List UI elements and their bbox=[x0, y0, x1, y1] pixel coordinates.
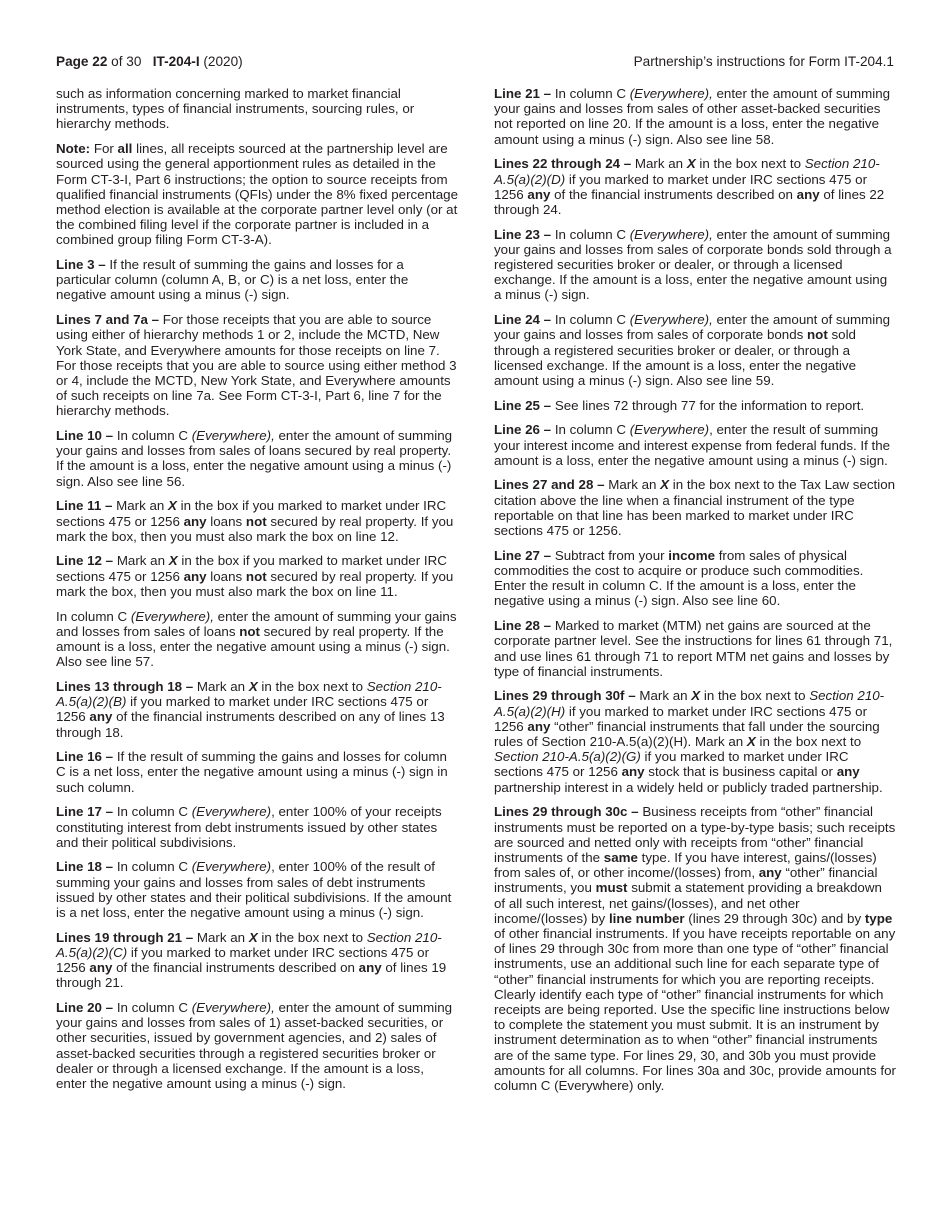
paragraph-line-28: Line 28 – Marked to market (MTM) net gains are sourced at the corporate partner level. See the instructions for lines 61 through 71, and use lines 61 through 71 to report MTM net gains and losses by type of financial instruments. bbox=[494, 618, 893, 679]
paragraph-line-26: Line 26 – In column C (Everywhere), enter the result of summing your interest income and interest expense from federal funds. If the amount is a loss, enter the negative amount using a minus (-) sign. bbox=[494, 422, 891, 468]
paragraph-line-17: Line 17 – In column C (Everywhere), enter 100% of your receipts constituting interest from debt instruments issued by other states and their political subdivisions. bbox=[56, 804, 442, 850]
page-number: Page 22 of 30 IT-204-I (2020) bbox=[56, 54, 243, 69]
right-column bbox=[494, 86, 896, 1103]
left-column bbox=[56, 86, 458, 1101]
paragraph-line-16: Line 16 – If the result of summing the gains and losses for column C is a net loss, enter the negative amount using a minus (-) sign in such column. bbox=[56, 749, 448, 795]
paragraph-line-12: Line 12 – Mark an X in the box if you marked to market under IRC sections 475 or 1256 any loans not secured by real property. If you mark the box, then you must also mark the box on line 11. bbox=[56, 553, 454, 599]
paragraph-line-3: Line 3 – If the result of summing the gains and losses for a particular column (column A, B, or C) is a net loss, enter the negative amount using a minus (-) sign. bbox=[56, 257, 409, 303]
paragraph-line-11: Line 11 – Mark an X in the box if you marked to market under IRC sections 475 or 1256 any loans not secured by real property. If you mark the box, then you must also mark the box on line 12. bbox=[56, 498, 454, 544]
paragraph-line-25: Line 25 – See lines 72 through 77 for the information to report. bbox=[494, 397, 865, 413]
paragraph-line-12-column-c: In column C (Everywhere), enter the amount of summing your gains and losses from sales of loans not secured by real property. If the amount is a loss, enter the negative amount using a minus (-) sign. Also see line 57. bbox=[56, 608, 457, 670]
paragraph-line-23: Line 23 – In column C (Everywhere), enter the amount of summing your gains and losses from sales of corporate bonds sold through a registered securities broker or dealer, or through a licensed exchange. If the amount is a loss, enter the negative amount using a minus (-) sign. bbox=[494, 226, 892, 303]
paragraph-line-27: Line 27 – Subtract from your income from sales of physical commodities the cost to acquire or produce such commodities. Enter the result in column C. If the amount is a loss, enter the negative using a minus (-) sign. Also see line 60. bbox=[494, 547, 864, 609]
paragraph-line-24: Line 24 – In column C (Everywhere), enter the amount of summing your gains and losses from sales of corporate bonds not sold through a registered securities broker or dealer, or through a licensed exchange. If the amount is a loss, enter the negative amount using a minus (-) sign. Also see line 59. bbox=[494, 312, 891, 388]
page-header bbox=[56, 54, 894, 70]
paragraph-lines-7-7a: Lines 7 and 7a – For those receipts that you are able to source using either of hierarchy methods 1 or 2, include the MCTD, New York State, and Everywhere amounts for those receipts on line 7. For those receipts that you are able to source using either method 3 or 4, include the MCTD, New York State, and Everywhere amounts of such receipts on line 7a. See Form CT-3-I, Part 6, line 7 for the hierarchy methods. bbox=[56, 312, 457, 419]
paragraph-line-21: Line 21 – In column C (Everywhere), enter the amount of summing your gains and losses from sales of other asset-backed securities not reported on line 20. If the amount is a loss, enter the negative amount using a minus (-) sign. Also see line 58. bbox=[494, 86, 891, 147]
paragraph-line-10: Line 10 – In column C (Everywhere), enter the amount of summing your gains and losses from sales of loans secured by real property. If the amount is a loss, enter the negative amount using a minus (-) sign. Also see line 56. bbox=[56, 428, 453, 489]
paragraph-intro: such as information concerning marked to market financial instruments, types of financial instruments, sourcing rules, or hierarchy methods. bbox=[56, 86, 415, 132]
paragraph-lines-13-18: Lines 13 through 18 – Mark an X in the box next to Section 210-A.5(a)(2)(B) if you marked to market under IRC sections 475 or 1256 any of the financial instruments described on any of lines 13 through 18. bbox=[56, 678, 445, 740]
paragraph-lines-19-21: Lines 19 through 21 – Mark an X in the box next to Section 210-A.5(a)(2)(C) if you marked to market under IRC sections 475 or 1256 any of the financial instruments described on any of lines 19 through 21. bbox=[56, 929, 447, 991]
paragraph-lines-27-28: Lines 27 and 28 – Mark an X in the box next to the Tax Law section citation above the line when a financial instrument of the type reportable on that line has been marked to market under IRC sections 475 or 1256. bbox=[494, 477, 896, 539]
paragraph-lines-22-24: Lines 22 through 24 – Mark an X in the box next to Section 210-A.5(a)(2)(D) if you marked to market under IRC sections 475 or 1256 any of the financial instruments described on any of lines 22 through 24. bbox=[494, 156, 885, 217]
paragraph-line-20: Line 20 – In column C (Everywhere), enter the amount of summing your gains and losses from sales of 1) asset-backed securities, or other securities, issued by government agencies, and 2) sales of asset-backed securities through a registered securities broker or dealer or through a licensed exchange. If the amount is a loss, enter the negative amount using a minus (-) sign. bbox=[56, 1000, 453, 1092]
document-title: Partnership’s instructions for Form IT-204.1 bbox=[633, 54, 894, 69]
paragraph-note: Note: For all lines, all receipts sourced at the partnership level are sourced using the general apportionment rules as detailed in the Form CT-3-I, Part 6 instructions; the option to source receipts from qualified financial instruments (QFIs) under the 8% fixed percentage method election is available at the corporate partner level only (or at the combined filing level if the corporate partner is included in a combined group filing Form CT-3-A). bbox=[56, 141, 459, 248]
paragraph-line-18: Line 18 – In column C (Everywhere), enter 100% of the result of summing your gains and losses from sales of debt instruments issued by other states and their political subdivisions. If the amount is a net loss, enter the negative amount using a minus (-) sign. bbox=[56, 859, 452, 921]
paragraph-lines-29-30f: Lines 29 through 30f – Mark an X in the box next to Section 210-A.5(a)(2)(H) if you marked to market under IRC sections 475 or 1256 any “other” financial instruments that fall under the sourcing rules of Section 210-A.5(a)(2)(H). Mark an X in the box next to Section 210-A.5(a)(2)(G) if you marked to market under IRC sections 475 or 1256 any stock that is business capital or any partnership interest in a widely held or publicly traded partnership. bbox=[494, 688, 885, 795]
paragraph-lines-29-30c: Lines 29 through 30c – Business receipts from “other” financial instruments must be reported on a type-by-type basis; such receipts are sourced and netted only with receipts from “other” financial instruments of the same type. If you have interest, gains/(losses) from sales of, or other income/(losses) from, any “other” financial instruments, you must submit a statement providing a breakdown of all such interest, net gains/(losses), and net other income/(losses) by line number (lines 29 through 30c) and by type of other financial instruments. If you have receipts reportable on any of lines 29 through 30c from more than one type of “other” financial instruments, use an additional such line for each separate type of “other” financial instruments for which you are reporting receipts. Clearly identify each type of “other” financial instruments for which receipts are being reported. Use the specific line instructions below to complete the statement you must submit. It is an instrument by instrument determination as to when “other” financial instruments are of the same type. For lines 29, 30, and 30b you must provide amounts for all columns. For lines 30a and 30c, provide amounts for column C (Everywhere) only. bbox=[494, 804, 896, 1093]
